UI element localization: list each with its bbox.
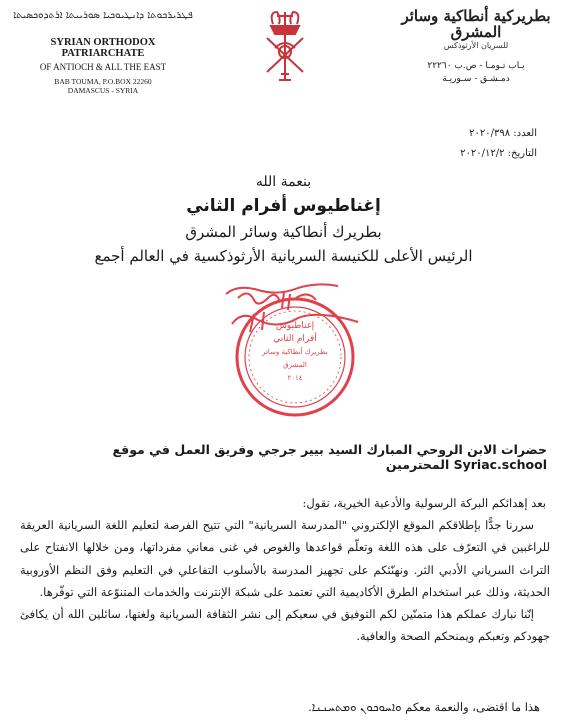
seal-text: إغناطيوس [275, 321, 315, 331]
letterhead-syriac-line: ܦܛܪܝܪܟܘܬܐ ܕܐܢܛܝܘܟܝܐ ܣܘܪܝܝܬܐ ܐܪܬܕܘܟܣܝܬܐ [13, 10, 193, 21]
letterhead-arabic-address [391, 60, 561, 86]
seal-text: بطريرك أنطاكية وسائر المشرق [262, 348, 328, 369]
seal-text: أفرام الثاني [273, 334, 317, 344]
address-line: BAB TOUMA, P.O.BOX 22260 [54, 77, 152, 86]
greeting-paragraph: بعد إهدائكم البركة الرسولية والأدعية الخيرية، نقول: [302, 496, 546, 510]
official-seal [234, 296, 356, 418]
letter-date: التاريخ: ٢٠٢٠/١٢/٢ [460, 148, 537, 159]
patriarch-name: إغناطيوس أفرام الثاني [186, 196, 381, 216]
patriarch-title-full: الرئيس الأعلى للكنيسة السريانية الأرثوذكسية في العالم أجمع [94, 247, 473, 265]
address-line: دمـشـق - سـوريـة [442, 74, 510, 84]
blessing-line: بنعمة الله [255, 174, 312, 190]
letterhead-left [8, 10, 198, 95]
seal-text: ٢٠١٤ [287, 374, 303, 382]
letter-body [20, 492, 550, 647]
address-line: DAMASCUS - SYRIA [67, 86, 139, 95]
letterhead-calligraphy-sub: للسريان الأرثوذكس [443, 41, 509, 50]
letterhead-right [391, 8, 561, 86]
letterhead-calligraphy: بطريركية أنطاكية وسائر المشرق [401, 7, 551, 41]
address-line: بـاب تـومـا - ص.ب ٢٢٢٦٠ [427, 61, 525, 71]
patriarchate-address [8, 77, 198, 95]
letter-number: العدد: ٢٠٢٠/٣٩٨ [469, 128, 537, 139]
patriarchate-subtitle: OF ANTIOCH & ALL THE EAST [39, 62, 167, 72]
addressee-line: حضرات الابن الروحي المبارك السيد بيير جرجي وفريق العمل في موقع Syriac.school المحترمين [112, 442, 547, 472]
closing-line: هذا ما اقتضى، والنعمة معكم ܘܐܚܘܟܘܢ ܘܡܬܚܢܢܐ. [308, 700, 540, 714]
body-paragraph: سررنا جدًّا بإطلاقكم الموقع الإلكتروني "المدرسة السريانية" التي تتيح الفرصة لتعليم اللغة السريانية العريقة للراغبين في التعرّف على هذه اللغة وتعلّم قواعدها والغوص في غنى معاني مفرداتها، ومن خلالها الانفتاح على التراث السرياني الأدبي الثر. ونهنّئكم على تجهيز المدرسة بالأسلوب التفاعلي في التعليم وفق النظم الأوروبية الحديثة، وذلك عبر استخدام الطرق الأكاديمية التي تعتمد على شبكة الإنترنت والخدمات المتنوّعة التي توفّرها. [20, 518, 550, 599]
body-paragraph: إنّنا نبارك عملكم هذا متمنّين لكم التوفيق في سعيكم إلى نشر الثقافة السريانية ولغتها، سائلين الله أن يكافئ جهودكم وتعبكم ويمنحكم الصحة والعافية. [20, 607, 550, 644]
patriarch-title: بطريرك أنطاكية وسائر المشرق [185, 223, 382, 241]
patriarchal-emblem-icon [255, 8, 315, 84]
patriarchate-name: SYRIAN ORTHODOX PATRIARCHATE [50, 37, 156, 59]
